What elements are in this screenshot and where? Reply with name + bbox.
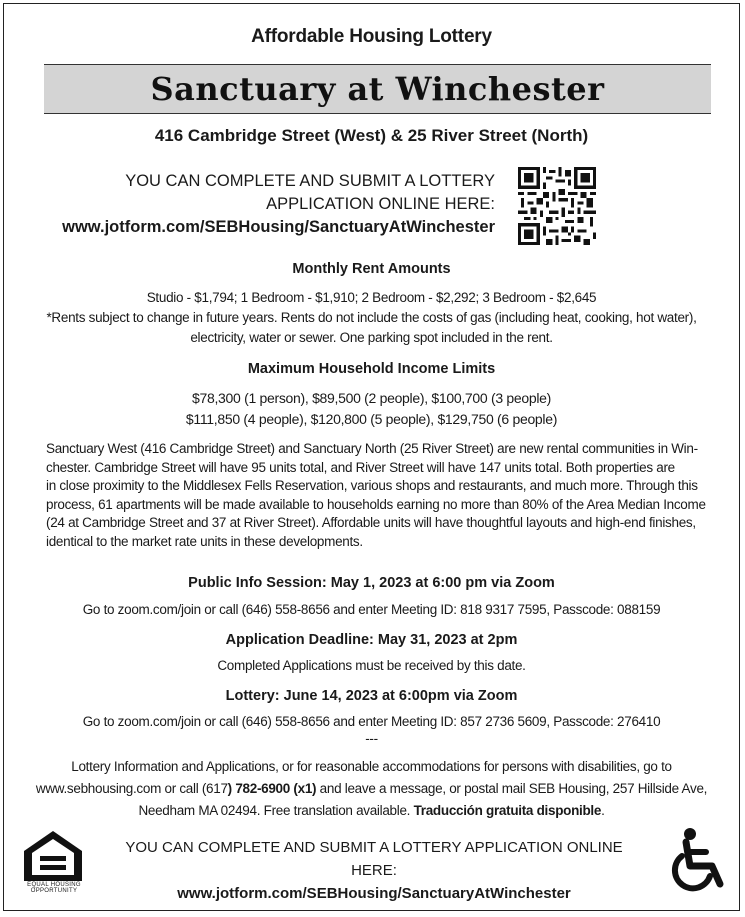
deadline-heading: Application Deadline: May 31, 2023 at 2pm: [225, 632, 518, 648]
info-session-detail: Go to zoom.com/join or call (646) 558-8656 and enter Meeting ID: 818 9317 7595, Passcode: 088159: [82, 602, 661, 617]
lottery-detail: Go to zoom.com/join or call (646) 558-8656 and enter Meeting ID: 857 2736 5609, Passcode: 276410: [82, 714, 661, 729]
online-line-1: YOU CAN COMPLETE AND SUBMIT A LOTTERY: [125, 172, 495, 190]
online-url-link[interactable]: www.jotform.com/SEBHousing/SanctuaryAtWinchester: [62, 218, 495, 236]
contact-line-3-end: .: [601, 803, 605, 818]
page-title: Sanctuary at Winchester: [150, 70, 605, 108]
online-line-2: APPLICATION ONLINE HERE:: [266, 195, 495, 213]
contact-line-3: [4, 800, 739, 822]
eho-label-line-2: OPPORTUNITY: [30, 888, 78, 894]
separator: ---: [365, 731, 378, 746]
description-line: (24 at Cambridge Street and 37 at River Street). Affordable units will have thoughtful layouts and high-end finishes,: [46, 515, 696, 530]
sebhousing-link[interactable]: www.sebhousing.com or call (617: [35, 781, 228, 796]
description-line: Sanctuary West (416 Cambridge Street) and Sanctuary North (25 River Street) are new rental communities in Win-: [46, 441, 698, 456]
spanish-translation: Traducción gratuita disponible: [413, 803, 602, 818]
info-session-heading: Public Info Session: May 1, 2023 at 6:00 pm via Zoom: [188, 575, 555, 591]
footer-online-block: [114, 836, 634, 905]
rent-note-line-2: electricity, water or sewer. One parking spot included in the rent.: [190, 330, 553, 345]
description-line: chester. Cambridge Street will have 95 units total, and River Street will have 147 units total. Both properties are: [46, 459, 675, 475]
property-address: 416 Cambridge Street (West) & 25 River Street (North): [154, 126, 589, 145]
lottery-heading: Lottery: June 14, 2023 at 6:00pm via Zoom: [225, 688, 518, 704]
contact-line-2-rest: and leave a message, or postal mail SEB Housing, 257 Hillside Ave,: [316, 781, 708, 796]
description-line: in close proximity to the Middlesex Fells Reservation, various shops and restaurants, and much more. Through this: [46, 478, 698, 493]
income-line-1: $78,300 (1 person), $89,500 (2 people), $100,700 (3 people): [191, 390, 552, 406]
wheelchair-icon: [668, 826, 730, 892]
qr-code-icon[interactable]: [517, 167, 597, 245]
online-application-block: [15, 170, 495, 239]
footer-line-1: YOU CAN COMPLETE AND SUBMIT A LOTTERY APPLICATION ONLINE HERE:: [125, 839, 623, 879]
deadline-detail: Completed Applications must be received by this date.: [217, 658, 526, 673]
eho-label: [18, 882, 90, 894]
contact-line-3-text: Needham MA 02494. Free translation available.: [138, 803, 414, 818]
eho-label-line-1: EQUAL HOUSING: [27, 882, 81, 888]
contact-block: [4, 756, 739, 822]
contact-line-1: Lottery Information and Applications, or for reasonable accommodations for persons with disabilities, go to: [71, 759, 672, 774]
title-band: [44, 64, 711, 114]
income-line-2: $111,850 (4 people), $120,800 (5 people), $129,750 (6 people): [185, 411, 558, 427]
contact-line-2: [4, 778, 739, 800]
description-paragraph: [46, 440, 710, 551]
footer-url-link[interactable]: www.jotform.com/SEBHousing/SanctuaryAtWinchester: [177, 885, 571, 902]
top-label: Affordable Housing Lottery: [251, 26, 492, 47]
rent-note-line-1: *Rents subject to change in future years. Rents do not include the costs of gas (including heat, cooking, hot water),: [46, 310, 697, 325]
phone-number: ) 782-6900 (x1): [227, 781, 317, 796]
description-line: identical to the market rate units in these developments.: [46, 533, 363, 549]
income-heading: Maximum Household Income Limits: [247, 361, 496, 377]
description-line: process, 61 apartments will be made available to households earning no more than 80% of the Area Median Income: [46, 496, 706, 512]
rent-amounts: Studio - $1,794; 1 Bedroom - $1,910; 2 Bedroom - $2,292; 3 Bedroom - $2,645: [146, 290, 597, 305]
flyer-page: [3, 3, 740, 911]
rent-heading: Monthly Rent Amounts: [292, 261, 451, 277]
